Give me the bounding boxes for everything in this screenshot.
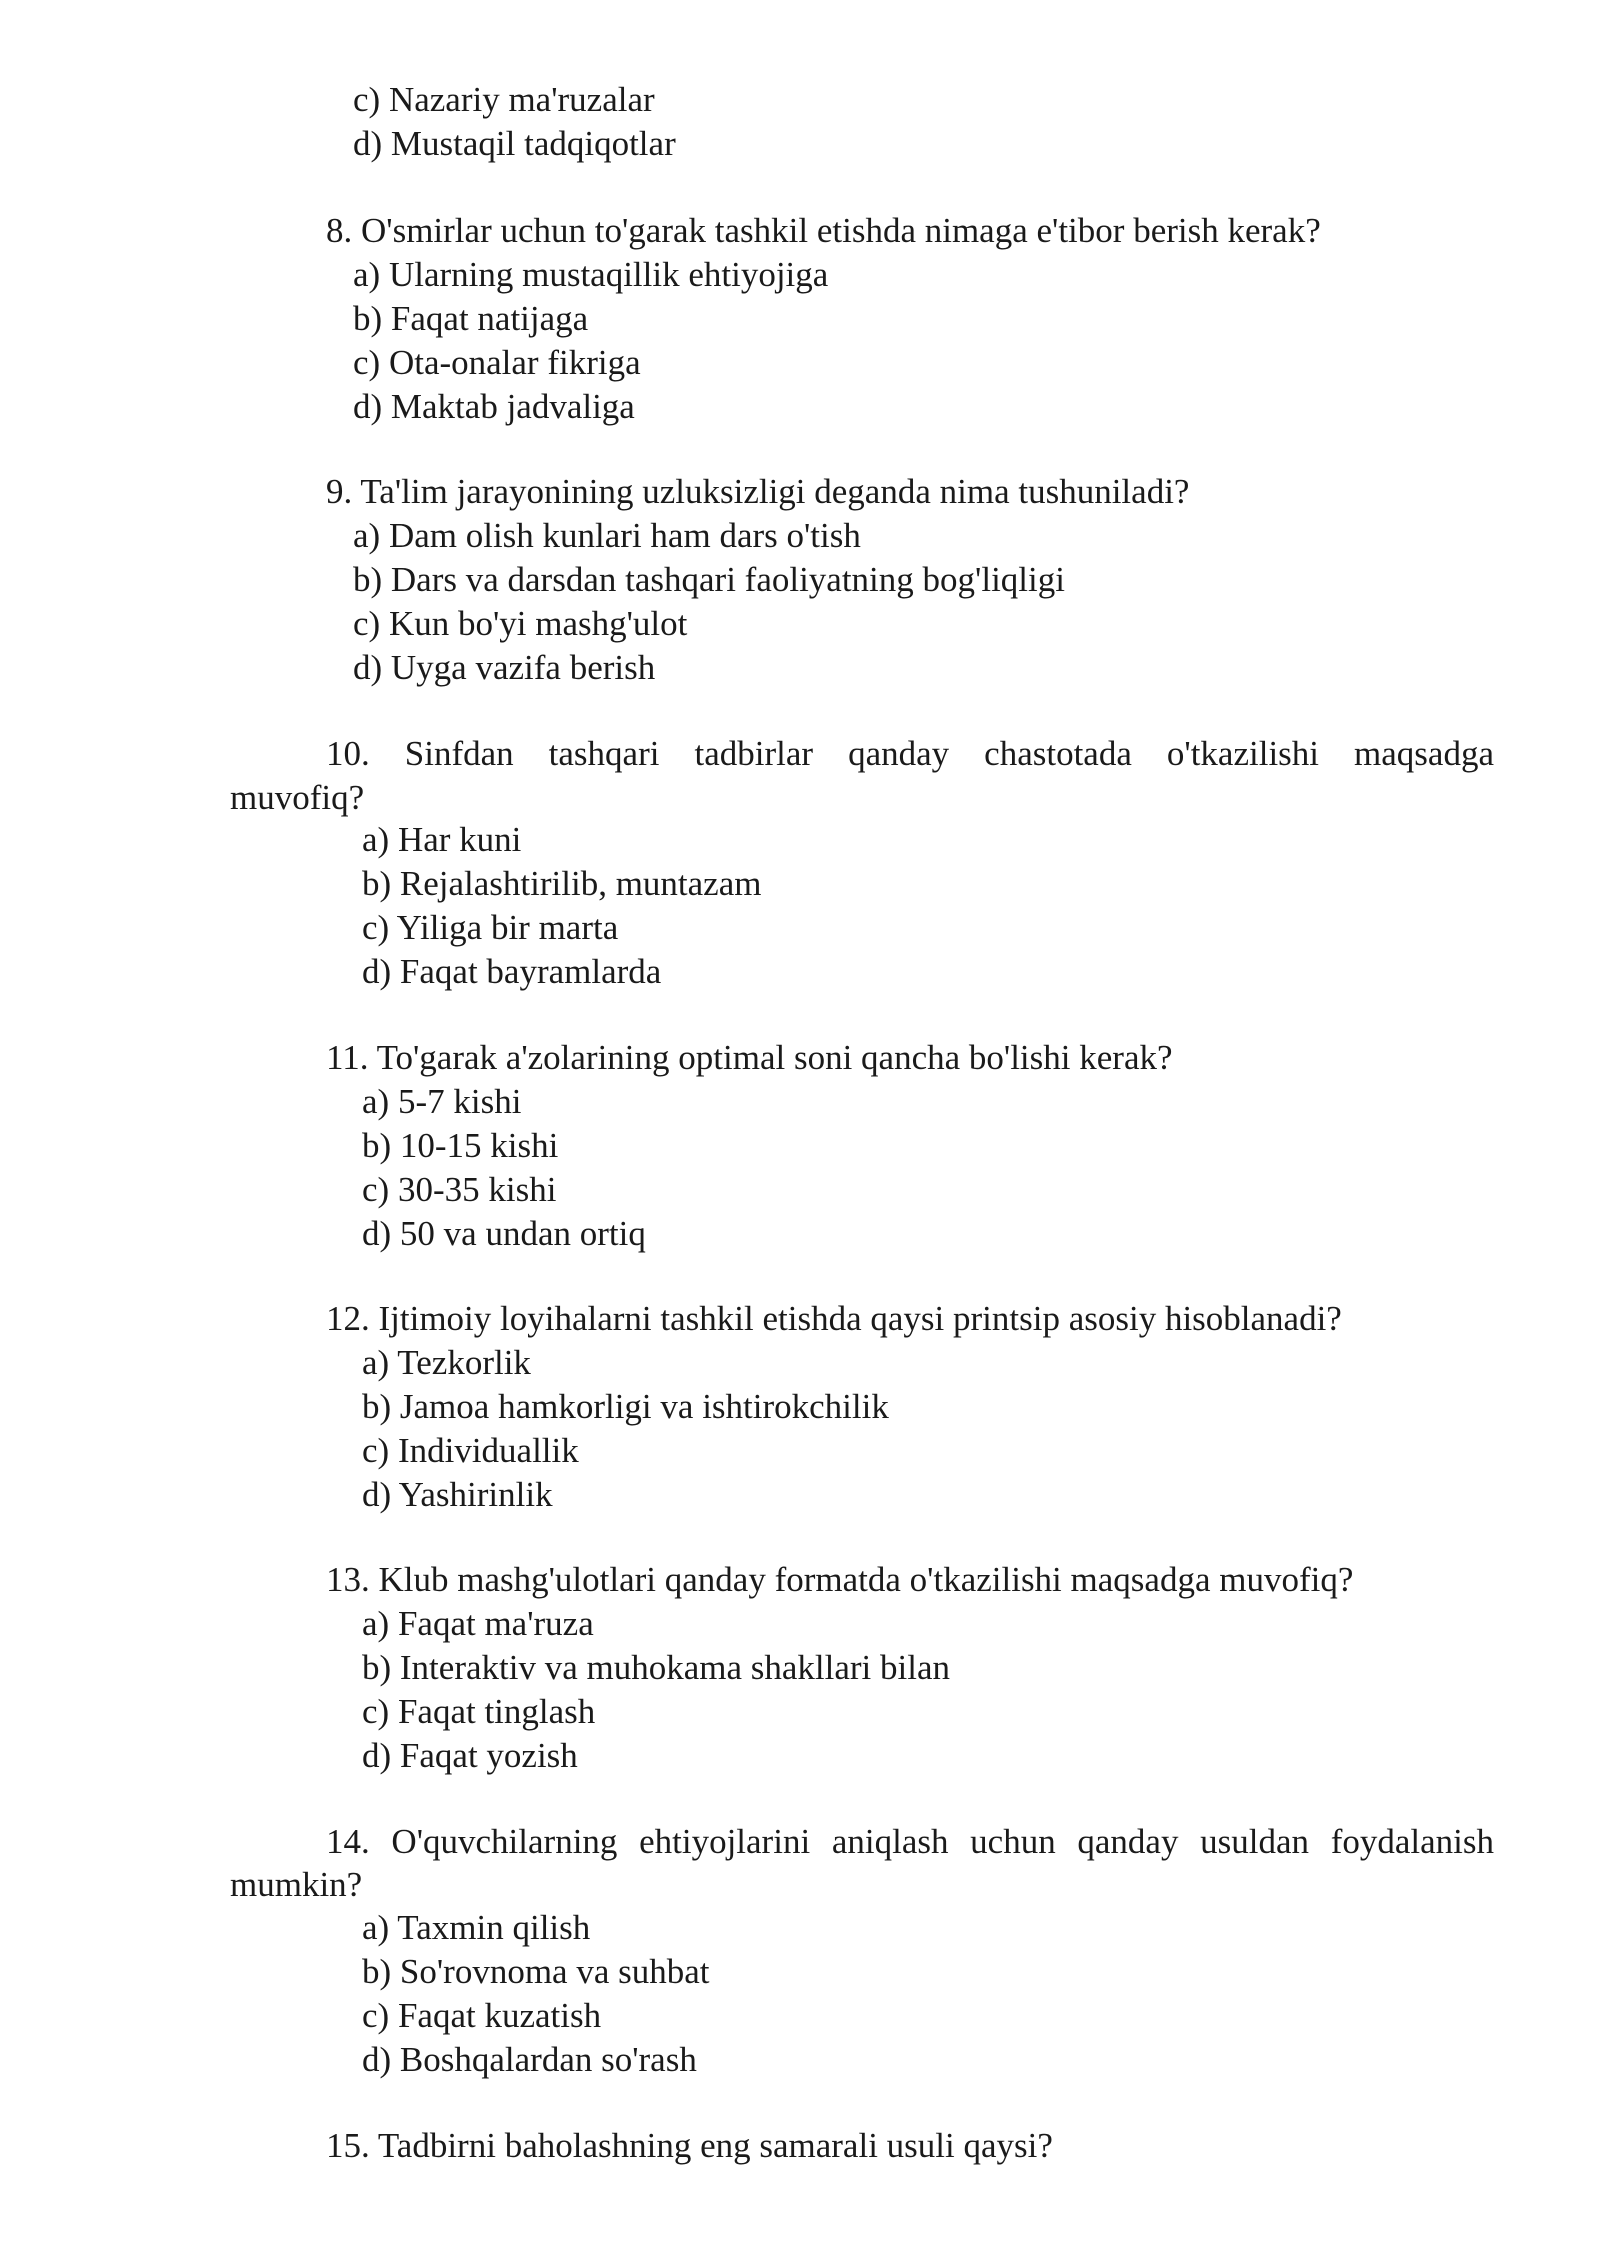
q10-option-b: b) Rejalashtirilib, muntazam — [362, 864, 762, 903]
q13-option-c: c) Faqat tinglash — [362, 1692, 596, 1731]
q13-option-d: d) Faqat yozish — [362, 1736, 578, 1775]
q14-option-a: a) Taxmin qilish — [362, 1908, 591, 1947]
q10-question-line2: muvofiq? — [230, 778, 365, 817]
q11-option-d: d) 50 va undan ortiq — [362, 1214, 646, 1253]
q15-question: 15. Tadbirni baholashning eng samarali usuli qaysi? — [326, 2126, 1053, 2165]
q10-option-d: d) Faqat bayramlarda — [362, 952, 662, 991]
q13-option-b: b) Interaktiv va muhokama shakllari bilan — [362, 1648, 951, 1687]
q10-option-c: c) Yiliga bir marta — [362, 908, 619, 947]
q8-option-b: b) Faqat natijaga — [353, 299, 589, 338]
q14-question-line1: 14. O'quvchilarning ehtiyojlarini aniqlash uchun qanday usuldan foydalanish — [326, 1822, 1494, 1861]
q9-option-a: a) Dam olish kunlari ham dars o'tish — [353, 516, 861, 555]
q8-option-d: d) Maktab jadvaliga — [353, 387, 635, 426]
q9-question: 9. Ta'lim jarayonining uzluksizligi deganda nima tushuniladi? — [326, 472, 1190, 511]
q12-option-b: b) Jamoa hamkorligi va ishtirokchilik — [362, 1387, 889, 1426]
q11-option-a: a) 5-7 kishi — [362, 1082, 522, 1121]
q14-option-d: d) Boshqalardan so'rash — [362, 2040, 697, 2079]
q8-option-a: a) Ularning mustaqillik ehtiyojiga — [353, 255, 829, 294]
q7-option-c: c) Nazariy ma'ruzalar — [353, 80, 655, 119]
q12-option-a: a) Tezkorlik — [362, 1343, 531, 1382]
q7-option-d: d) Mustaqil tadqiqotlar — [353, 124, 676, 163]
q14-question-line2: mumkin? — [230, 1865, 363, 1904]
q9-option-c: c) Kun bo'yi mashg'ulot — [353, 604, 688, 643]
q12-question: 12. Ijtimoiy loyihalarni tashkil etishda qaysi printsip asosiy hisoblanadi? — [326, 1299, 1342, 1338]
q11-option-b: b) 10-15 kishi — [362, 1126, 559, 1165]
q8-option-c: c) Ota-onalar fikriga — [353, 343, 641, 382]
q10-option-a: a) Har kuni — [362, 820, 522, 859]
q13-option-a: a) Faqat ma'ruza — [362, 1604, 594, 1643]
q14-option-c: c) Faqat kuzatish — [362, 1996, 602, 2035]
q14-option-b: b) So'rovnoma va suhbat — [362, 1952, 710, 1991]
q9-option-b: b) Dars va darsdan tashqari faoliyatning bog'liqligi — [353, 560, 1065, 599]
q11-option-c: c) 30-35 kishi — [362, 1170, 557, 1209]
q11-question: 11. To'garak a'zolarining optimal soni qancha bo'lishi kerak? — [326, 1038, 1173, 1077]
q9-option-d: d) Uyga vazifa berish — [353, 648, 656, 687]
q10-question-line1: 10. Sinfdan tashqari tadbirlar qanday chastotada o'tkazilishi maqsadga — [326, 734, 1494, 773]
q8-question: 8. O'smirlar uchun to'garak tashkil etishda nimaga e'tibor berish kerak? — [326, 211, 1321, 250]
q12-option-d: d) Yashirinlik — [362, 1475, 553, 1514]
q13-question: 13. Klub mashg'ulotlari qanday formatda o'tkazilishi maqsadga muvofiq? — [326, 1560, 1354, 1599]
q12-option-c: c) Individuallik — [362, 1431, 579, 1470]
